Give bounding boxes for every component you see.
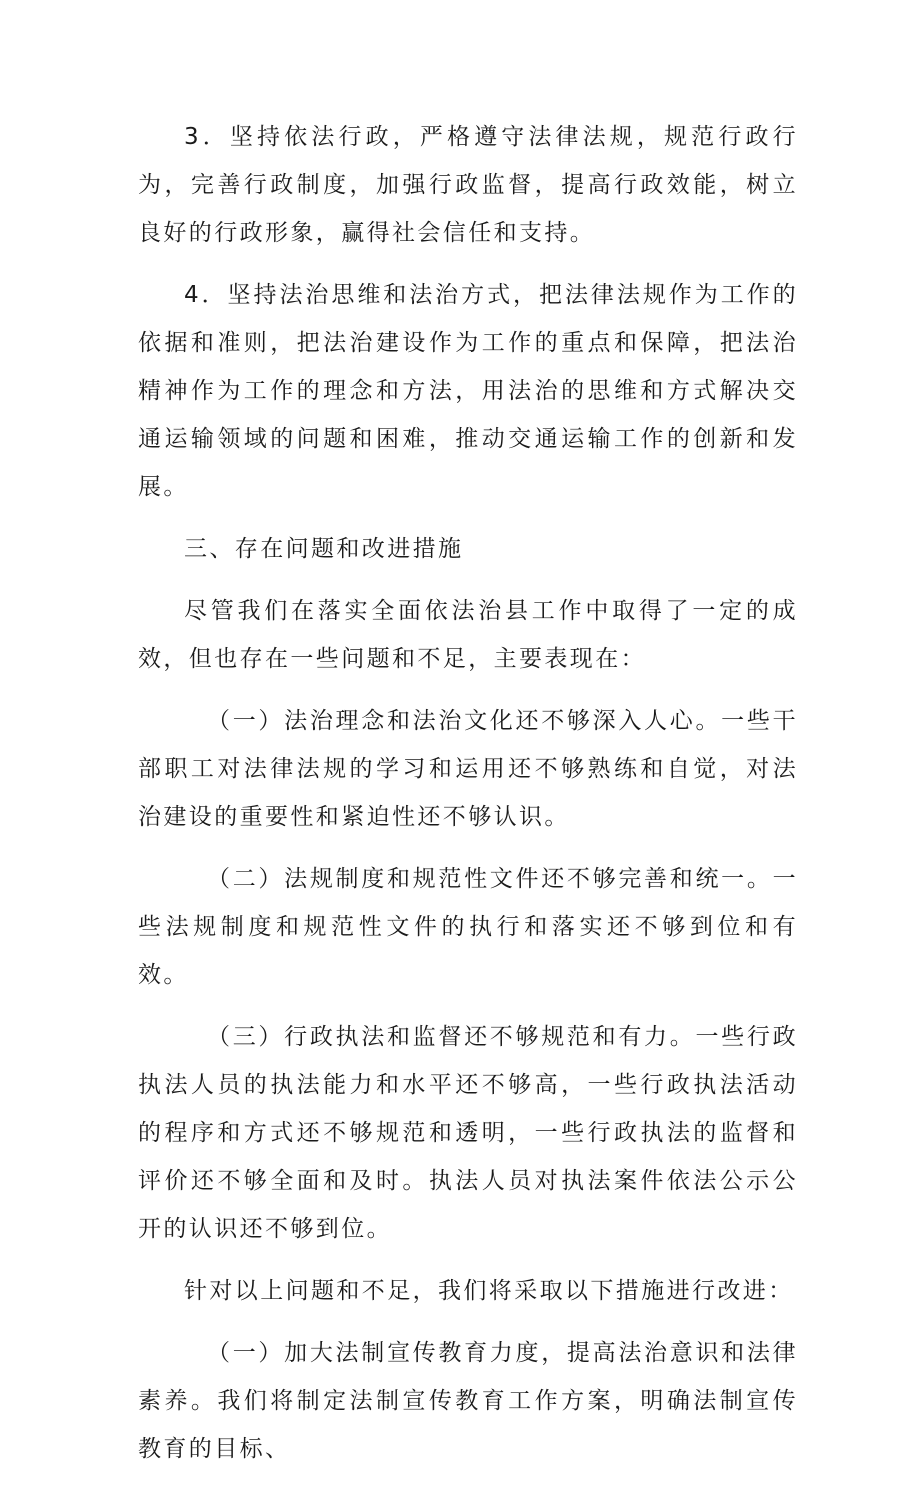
section-heading: 三、存在问题和改进措施	[184, 536, 464, 562]
paragraph-intro: 尽管我们在落实全面依法治县工作中取得了一定的成效，但也存在一些问题和不足，主要表现在：	[138, 598, 798, 672]
paragraph-issue-1: （一）法治理念和法治文化还不够深入人心。一些干部职工对法律法规的学习和运用还不够熟练和自觉，对法治建设的重要性和紧迫性还不够认识。	[138, 708, 798, 830]
paragraph-measures-intro: 针对以上问题和不足，我们将采取以下措施进行改进：	[184, 1278, 794, 1304]
paragraph-measure-1: （一）加大法制宣传教育力度，提高法治意识和法律素养。我们将制定法制宣传教育工作方案，明确法制宣传教育的目标、	[138, 1340, 798, 1462]
paragraph-item-4: 4．坚持法治思维和法治方式，把法律法规作为工作的依据和准则，把法治建设作为工作的重点和保障，把法治精神作为工作的理念和方法，用法治的思维和方式解决交通运输领域的问题和困难，推动交通运输工作的创新和发展。	[138, 282, 798, 500]
paragraph-item-3: 3．坚持依法行政，严格遵守法律法规，规范行政行为，完善行政制度，加强行政监督，提高行政效能，树立良好的行政形象，赢得社会信任和支持。	[138, 124, 798, 246]
paragraph-issue-3: （三）行政执法和监督还不够规范和有力。一些行政执法人员的执法能力和水平还不够高，一些行政执法活动的程序和方式还不够规范和透明，一些行政执法的监督和评价还不够全面和及时。执法人员对执法案件依法公示公开的认识还不够到位。	[138, 1024, 798, 1242]
paragraph-issue-2: （二）法规制度和规范性文件还不够完善和统一。一些法规制度和规范性文件的执行和落实还不够到位和有效。	[138, 866, 798, 988]
document-body	[138, 113, 798, 1487]
